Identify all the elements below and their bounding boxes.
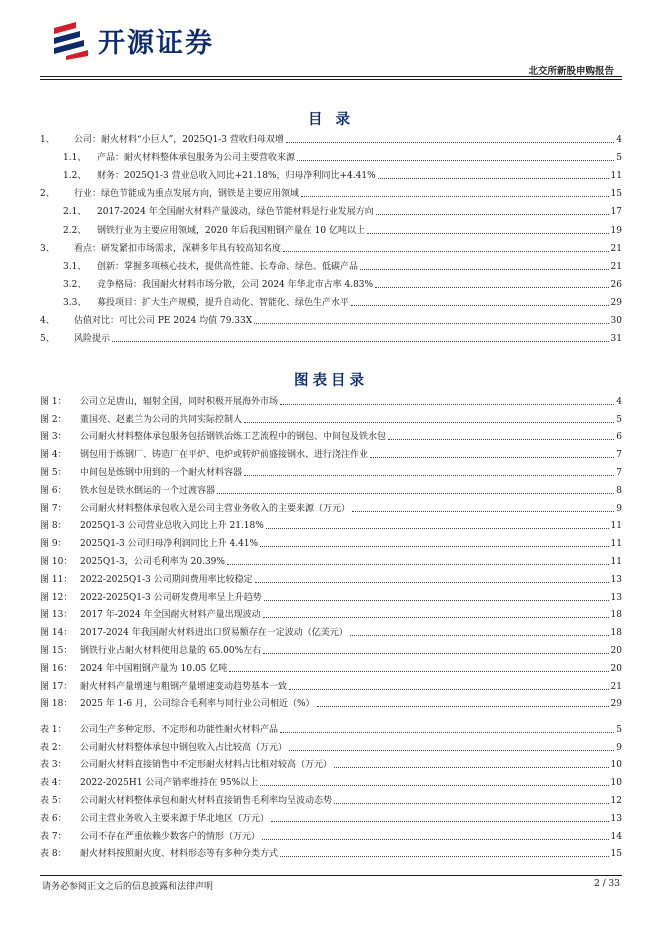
table-entry[interactable] [40,825,622,843]
table-entry-page: 10 [610,778,622,789]
toc-entry-page: 15 [610,189,622,200]
figure-leader-dots [244,422,614,423]
figure-entry[interactable] [40,408,622,426]
figure-entry-text: 钢铁行业占耐火材料使用总量的 65.00%左右 [80,645,262,656]
figure-leader-dots [255,582,609,583]
figure-entry[interactable] [40,461,622,479]
toc-title: 目 录 [307,112,355,128]
table-entry[interactable] [40,718,622,736]
figure-entry[interactable] [40,497,622,515]
figure-entry-page: 8 [616,485,622,496]
figure-entry-text: 2025Q1-3 公司归母净利润同比上升 4.41% [80,539,259,550]
table-entry-page: 9 [616,742,622,753]
toc-entry-text: 风险提示 [74,334,111,345]
figure-entry-text: 董国亮、赵素兰为公司的共同实际控制人 [80,414,243,425]
toc-leader-dots [376,214,609,215]
figure-entry-page: 13 [610,574,622,585]
toc-entry-number: 3.2、 [63,279,87,290]
table-entry-page: 10 [610,760,622,771]
figure-entry-page: 5 [616,414,622,425]
figure-entry-page: 7 [616,450,622,461]
figure-entry-page: 13 [610,592,622,603]
table-entry-number: 表 2： [40,742,67,753]
figure-leader-dots [289,689,609,690]
toc-entry-page: 19 [610,225,622,236]
figure-entry-number: 图 8： [40,521,67,532]
table-entry-text: 公司耐火材料直接销售中不定形耐火材料占比相对较高（万元） [80,760,333,771]
figure-leader-dots [260,546,608,547]
figure-entry-text: 耐火材料产量增速与粗钢产量增速变动趋势基本一致 [80,681,288,692]
table-entry-number: 表 3： [40,760,67,771]
table-entry-text: 2022-2025H1 公司产销率维持在 95%以上 [80,778,259,789]
figure-entry-page: 11 [610,539,622,550]
figure-entry-page: 9 [616,503,622,514]
figure-leader-dots [244,475,614,476]
figure-entry-text: 2025Q1-3，公司毛利率为 20.39% [80,556,225,567]
company-logo-icon [50,20,92,60]
toc-list [40,128,622,345]
tables-list [40,718,622,860]
company-name: 开源证券 [98,27,214,59]
toc-entry-number: 2.2、 [63,225,87,236]
table-entry-page: 12 [610,795,622,806]
toc-entry-text: 看点：研发紧扣市场需求，深耕多年具有较高知名度 [74,243,282,254]
table-leader-dots [260,785,608,786]
figure-leader-dots [227,564,609,565]
toc-entry-number: 1.2、 [63,171,87,182]
toc-leader-dots [286,142,614,143]
figure-leader-dots [350,635,609,636]
figure-entry-text: 2017-2024 年我国耐火材料进出口贸易额存在一定波动（亿美元） [80,628,348,639]
toc-entry-number: 1.1、 [63,153,87,164]
figure-entry[interactable] [40,426,622,444]
toc-entry-number: 3.1、 [63,261,87,272]
figure-entry-number: 图 16： [40,663,73,674]
figure-entry-text: 铁水包是铁水倒运的一个过渡容器 [80,485,216,496]
figure-leader-dots [263,617,609,618]
table-entry-text: 公司耐火材料整体承包中钢包收入占比较高（万元） [80,742,288,753]
toc-leader-dots [351,305,609,306]
toc-entry-page: 5 [616,153,622,164]
toc-entry-text: 产品：耐火材料整体承包服务为公司主要营收来源 [97,153,296,164]
figure-entry[interactable] [40,515,622,533]
table-entry[interactable] [40,736,622,754]
toc-leader-dots [375,287,608,288]
figure-entry-text: 公司立足唐山，辐射全国，同时积极开展海外市场 [80,396,279,407]
table-entry[interactable] [40,771,622,789]
toc-entry-page: 21 [610,243,622,254]
toc-entry-page: 21 [610,261,622,272]
figure-entry-number: 图 11： [40,574,73,585]
toc-entry[interactable] [40,273,622,291]
toc-entry-number: 2、 [40,189,55,200]
toc-entry[interactable] [40,128,622,146]
report-type-label: 北交所新股申购报告 [528,66,614,77]
toc-entry[interactable] [40,182,622,200]
figure-leader-dots [280,404,614,405]
toc-entry[interactable] [40,164,622,182]
toc-entry[interactable] [40,255,622,273]
table-leader-dots [334,767,609,768]
toc-entry-number: 3、 [40,243,55,254]
figure-entry[interactable] [40,479,622,497]
figure-entry-number: 图 6： [40,485,67,496]
figure-entry-page: 21 [610,681,622,692]
figure-leader-dots [317,706,609,707]
figure-entry[interactable] [40,550,622,568]
toc-entry[interactable] [40,309,622,327]
table-entry-number: 表 7： [40,831,67,842]
figure-entry[interactable] [40,586,622,604]
table-entry-number: 表 8： [40,849,67,860]
toc-leader-dots [254,323,608,324]
toc-entry-number: 3.3、 [63,297,87,308]
figure-entry-number: 图 18： [40,699,73,710]
toc-entry-number: 1、 [40,135,55,146]
figure-entry-number: 图 1： [40,396,67,407]
figure-entry-number: 图 14： [40,628,73,639]
figure-entry-page: 29 [610,699,622,710]
toc-entry-text: 公司：耐火材料“小巨人”，2025Q1-3 营收归母双增 [74,135,284,146]
figure-entry[interactable] [40,693,622,711]
figures-list [40,390,622,710]
toc-entry-page: 17 [610,207,622,218]
figure-entry-number: 图 15： [40,645,73,656]
figure-leader-dots [370,457,614,458]
figure-entry-number: 图 17： [40,681,73,692]
figure-entry-text: 公司耐火材料整体承包服务包括钢铁冶炼工艺流程中的钢包、中间包及铁水包 [80,432,387,443]
table-leader-dots [262,839,609,840]
toc-leader-dots [283,251,609,252]
figure-entry-page: 11 [610,556,622,567]
figure-leader-dots [264,600,609,601]
figures-list-title: 图表目录 [294,373,368,389]
toc-entry-page: 29 [610,297,622,308]
toc-leader-dots [297,160,614,161]
toc-leader-dots [360,269,609,270]
table-leader-dots [271,821,609,822]
toc-entry[interactable] [40,146,622,164]
figure-entry-text: 2022-2025Q1-3 公司期间费用率比较稳定 [80,574,253,585]
header-divider-thin [40,79,622,80]
footer-disclaimer: 请务必参阅正文之后的信息披露和法律声明 [42,882,214,892]
toc-entry[interactable] [40,237,622,255]
toc-entry-page: 30 [610,316,622,327]
table-entry[interactable] [40,843,622,861]
figure-entry-number: 图 9： [40,539,67,550]
figure-entry-page: 4 [616,396,622,407]
figure-entry-number: 图 4： [40,450,67,461]
footer-divider [40,875,622,876]
figure-entry[interactable] [40,443,622,461]
toc-leader-dots [112,341,609,342]
table-entry-page: 15 [610,849,622,860]
figure-entry[interactable] [40,675,622,693]
toc-entry-page: 31 [610,334,622,345]
toc-entry-number: 4、 [40,316,55,327]
table-leader-dots [334,803,609,804]
table-entry-page: 13 [610,813,622,824]
figure-entry-page: 20 [610,663,622,674]
figure-leader-dots [229,671,608,672]
toc-entry-text: 2017-2024 年全国耐火材料产量波动，绿色节能材料是行业发展方向 [97,207,374,218]
toc-leader-dots [367,233,609,234]
table-entry-page: 14 [610,831,622,842]
table-entry-page: 5 [616,724,622,735]
figure-entry-page: 11 [610,521,622,532]
toc-entry-page: 4 [616,135,622,146]
figure-entry-number: 图 3： [40,432,67,443]
figure-entry-page: 7 [616,467,622,478]
table-leader-dots [289,750,614,751]
figure-entry[interactable] [40,639,622,657]
toc-entry-number: 2.1、 [63,207,87,218]
toc-entry-text: 创新：掌握多项核心技术，提供高性能、长寿命、绿色、低碳产品 [97,261,359,272]
toc-entry-text: 财务：2025Q1-3 营业总收入同比+21.18%，归母净利同比+4.41% [97,171,376,182]
figure-entry-page: 18 [610,628,622,639]
figure-leader-dots [217,493,614,494]
figure-entry-text: 2025Q1-3 公司营业总收入同比上升 21.18% [80,521,264,532]
figure-entry-number: 图 12： [40,592,73,603]
figure-entry-text: 2022-2025Q1-3 公司研发费用率呈上升趋势 [80,592,262,603]
table-entry-number: 表 5： [40,795,67,806]
table-entry[interactable] [40,789,622,807]
table-entry-number: 表 4： [40,778,67,789]
table-leader-dots [280,856,609,857]
figure-leader-dots [352,511,614,512]
figure-leader-dots [263,653,608,654]
figure-entry[interactable] [40,604,622,622]
table-entry-text: 公司耐火材料整体承包和耐火材料直接销售毛利率均呈波动态势 [80,795,333,806]
toc-entry[interactable] [40,291,622,309]
figure-leader-dots [388,439,614,440]
table-entry-text: 耐火材料按照耐火度、材料形态等有多种分类方式 [80,849,279,860]
figure-entry-text: 中间包是炼钢中用到的一个耐火材料容器 [80,467,243,478]
table-entry[interactable] [40,754,622,772]
table-entry-text: 公司生产多种定形、不定形和功能性耐火材料产品 [80,724,279,735]
toc-entry[interactable] [40,327,622,345]
figure-entry[interactable] [40,657,622,675]
toc-entry-text: 行业：绿色节能成为重点发展方向，钢铁是主要应用领域 [74,189,300,200]
toc-entry[interactable] [40,200,622,218]
table-entry-number: 表 6： [40,813,67,824]
figure-entry-number: 图 13： [40,610,73,621]
toc-entry[interactable] [40,218,622,236]
toc-entry-text: 估值对比：可比公司 PE 2024 均值 79.33X [74,316,253,327]
figure-entry-text: 公司耐火材料整体承包收入是公司主营业务收入的主要来源（万元） [80,503,351,514]
toc-entry-text: 钢铁行业为主要应用领域，2020 年后我国粗钢产量在 10 亿吨以上 [97,225,365,236]
figure-entry-text: 2024 年中国粗钢产量为 10.05 亿吨 [80,663,228,674]
figure-entry[interactable] [40,621,622,639]
table-entry[interactable] [40,807,622,825]
page-number: 2 / 33 [594,879,620,889]
figure-entry-text: 2017 年-2024 年全国耐火材料产量出现波动 [80,610,261,621]
toc-entry-text: 募投项目：扩大生产规模，提升自动化、智能化、绿色生产水平 [97,297,350,308]
table-entry-text: 公司不存在严重依赖少数客户的情形（万元） [80,831,261,842]
header-divider [40,76,622,77]
table-entry-number: 表 1： [40,724,67,735]
figure-entry[interactable] [40,568,622,586]
figure-entry-page: 18 [610,610,622,621]
figure-entry-text: 2025 年 1-6 月，公司综合毛利率与同行业公司相近（%） [80,699,315,710]
figure-entry-number: 图 7： [40,503,67,514]
company-logo [50,20,214,60]
table-leader-dots [280,732,614,733]
toc-entry-text: 竞争格局：我国耐火材料市场分散，公司 2024 年华北市占率 4.83% [97,279,374,290]
toc-leader-dots [301,196,609,197]
toc-entry-page: 26 [610,279,622,290]
figure-entry-page: 20 [610,645,622,656]
figure-entry[interactable] [40,390,622,408]
toc-leader-dots [378,178,609,179]
figure-entry-number: 图 10： [40,556,73,567]
figure-entry-page: 6 [616,432,622,443]
table-entry-text: 公司主营业务收入主要来源于华北地区（万元） [80,813,270,824]
figure-entry-number: 图 2： [40,414,67,425]
figure-entry[interactable] [40,532,622,550]
figure-entry-text: 钢包用于炼钢厂、铸造厂在平炉、电炉或转炉前盛接钢水、进行浇注作业 [80,450,369,461]
figure-leader-dots [266,528,609,529]
toc-entry-number: 5、 [40,334,55,345]
figure-entry-number: 图 5： [40,467,67,478]
toc-entry-page: 11 [610,171,622,182]
